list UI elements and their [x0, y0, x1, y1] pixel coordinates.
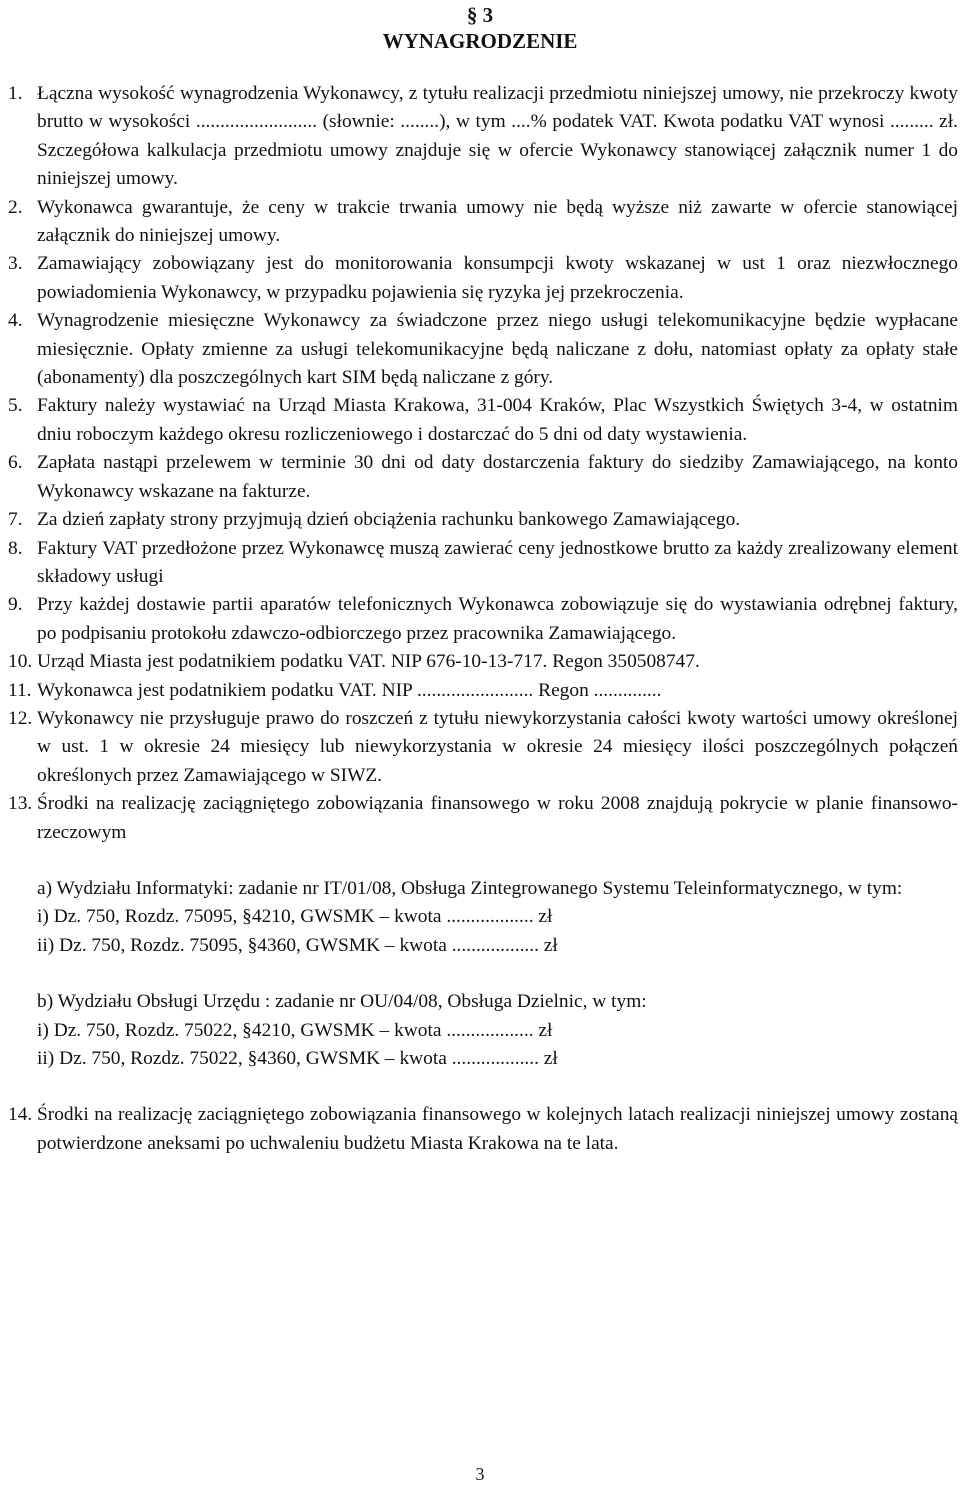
- clause-number: 3.: [8, 253, 23, 275]
- clause-10: [8, 648, 958, 676]
- funding-a-line-2: ii) Dz. 750, Rozdz. 75095, §4360, GWSMK – kwota .................. zł: [37, 934, 558, 956]
- clause-text: Środki na realizację zaciągniętego zobowiązania finansowego w roku 2008 znajdują pokrycie w planie finansowo-rzeczowym: [37, 793, 958, 843]
- clause-number: 12.: [8, 707, 33, 729]
- clause-8: [8, 535, 958, 592]
- spacer: [8, 1073, 958, 1101]
- funding-block-b: [8, 988, 958, 1073]
- clause-5: [8, 392, 958, 449]
- clause-number: 9.: [8, 594, 23, 616]
- clause-number: 1.: [8, 83, 23, 104]
- funding-b-line-2: ii) Dz. 750, Rozdz. 75022, §4360, GWSMK – kwota .................. zł: [37, 1048, 558, 1069]
- clause-4: [8, 307, 958, 392]
- clause-text: Wykonawcy nie przysługuje prawo do roszczeń z tytułu niewykorzystania całości kwoty wartości umowy określonej w ust. 1 w okresie 24 miesięcy lub niewykorzystania w okresie 24 miesięcy ilości poszczególnych połączeń określonych przez Zamawiającego w SIWZ.: [37, 707, 958, 786]
- funding-a-lead: a) Wydziału Informatyki: zadanie nr IT/01/08, Obsługa Zintegrowanego Systemu Teleinformatycznego, w tym:: [37, 877, 903, 899]
- clause-number: 7.: [8, 509, 23, 531]
- clause-number: 14.: [8, 1104, 33, 1126]
- clause-9: [8, 591, 958, 648]
- clause-text: Za dzień zapłaty strony przyjmują dzień obciążenia rachunku bankowego Zamawiającego.: [37, 509, 741, 531]
- clause-text: Przy każdej dostawie partii aparatów telefonicznych Wykonawca zobowiązuje się do wystawiania odrębnej faktury, po podpisaniu protokołu zdawczo-odbiorczego przez pracownika Zamawiającego.: [37, 594, 958, 644]
- clause-3: [8, 250, 958, 307]
- clause-number: 4.: [8, 310, 23, 332]
- section-header: [0, 2, 960, 54]
- clause-number: 8.: [8, 537, 23, 559]
- clause-text: Faktury należy wystawiać na Urząd Miasta Krakowa, 31-004 Kraków, Plac Wszystkich Świętych 3-4, w ostatnim dniu roboczym każdego okresu rozliczeniowego i dostarczać do 5 dni od daty wystawienia.: [37, 395, 958, 445]
- clause-number: 10.: [8, 651, 33, 673]
- clause-number: 5.: [8, 395, 23, 417]
- clause-13: [8, 790, 958, 847]
- clause-1: [8, 80, 958, 194]
- clause-text: Łączna wysokość wynagrodzenia Wykonawcy, z tytułu realizacji przedmiotu niniejszej umowy, nie przekroczy kwoty brutto w wysokości ......................... (słownie: ........), w tym ....% podatek VAT. Kwota podatku VAT wynosi ......... zł. Szczegółowa kalkulacja przedmiotu umowy znajduje się w ofercie Wykonawcy stanowiącej załącznik numer 1 do niniejszej umowy.: [37, 83, 958, 190]
- clause-text: Wykonawca gwarantuje, że ceny w trakcie trwania umowy nie będą wyższe niż zawarte w ofercie stanowiącej załącznik do niniejszej umowy.: [37, 196, 958, 247]
- funding-b-lead: b) Wydziału Obsługi Urzędu : zadanie nr OU/04/08, Obsługa Dzielnic, w tym:: [37, 991, 647, 1013]
- spacer: [8, 960, 958, 988]
- clause-7: [8, 506, 958, 534]
- clause-text: Środki na realizację zaciągniętego zobowiązania finansowego w kolejnych latach realizacji niniejszej umowy zostaną potwierdzone aneksami po uchwaleniu budżetu Miasta Krakowa na te lata.: [37, 1104, 958, 1154]
- clause-text: Zamawiający zobowiązany jest do monitorowania konsumpcji kwoty wskazanej w ust 1 oraz niezwłocznego powiadomienia Wykonawcy, w przypadku pojawienia się ryzyka jej przekroczenia.: [37, 253, 958, 303]
- clause-6: [8, 449, 958, 506]
- page-number: 3: [475, 1464, 485, 1484]
- clause-number: 11.: [8, 679, 32, 701]
- funding-a-line-1: i) Dz. 750, Rozdz. 75095, §4210, GWSMK – kwota .................. zł: [37, 906, 553, 928]
- clause-2: [8, 194, 958, 251]
- clause-text: Zapłata nastąpi przelewem w terminie 30 dni od daty dostarczenia faktury do siedziby Zamawiającego, na konto Wykonawcy wskazane na fakturze.: [37, 452, 958, 502]
- clause-text: Wykonawca jest podatnikiem podatku VAT. NIP ........................ Regon ..............: [37, 679, 662, 701]
- clause-text: Urząd Miasta jest podatnikiem podatku VAT. NIP 676-10-13-717. Regon 350508747.: [37, 651, 700, 673]
- clause-text: Wynagrodzenie miesięczne Wykonawcy za świadczone przez niego usługi telekomunikacyjne będzie wypłacane miesięcznie. Opłaty zmienne za usługi telekomunikacyjne będą naliczane z dołu, natomiast opłaty za opłaty stałe (abonamenty) dla poszczególnych kart SIM będą naliczane z góry.: [37, 310, 958, 389]
- section-number: § 3: [466, 3, 494, 27]
- clause-text: Faktury VAT przedłożone przez Wykonawcę muszą zawierać ceny jednostkowe brutto za każdy zrealizowany element składowy usługi: [37, 537, 958, 587]
- clause-number: 6.: [8, 452, 23, 474]
- funding-b-line-1: i) Dz. 750, Rozdz. 75022, §4210, GWSMK – kwota .................. zł: [37, 1019, 553, 1041]
- clause-12: [8, 705, 958, 790]
- clause-number: 2.: [8, 196, 23, 218]
- clause-14: [8, 1101, 958, 1158]
- spacer: [8, 847, 958, 875]
- funding-block-a: [8, 875, 958, 960]
- clause-11: [8, 677, 958, 705]
- section-title: WYNAGRODZENIE: [382, 29, 578, 53]
- section-body: [8, 80, 958, 1158]
- clause-number: 13.: [8, 793, 33, 815]
